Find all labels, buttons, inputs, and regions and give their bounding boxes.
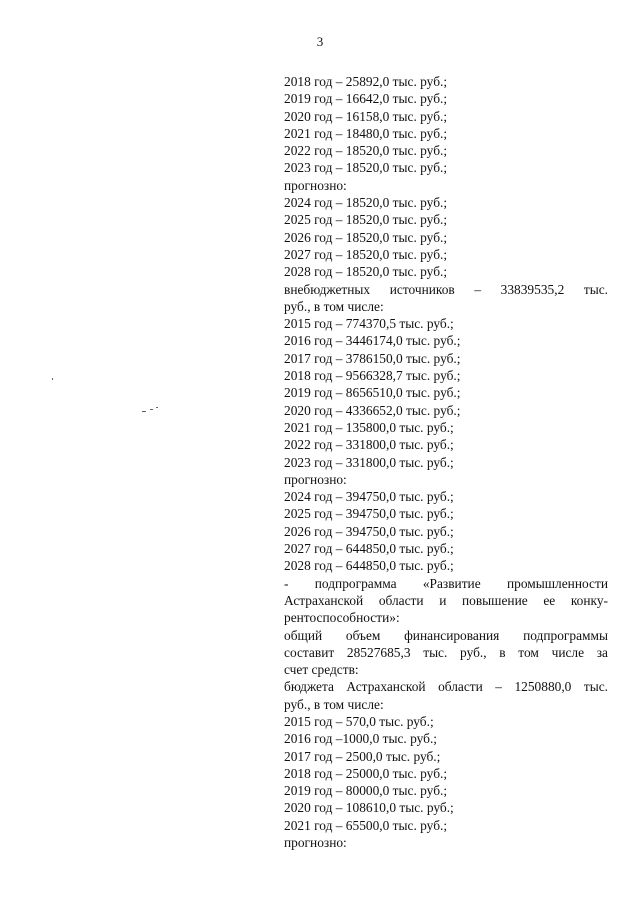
text-line: прогнозно: xyxy=(284,835,347,851)
text-line: 2019 год – 80000,0 тыс. руб.; xyxy=(284,783,448,799)
text-line: прогнозно: xyxy=(284,471,347,487)
text-line: 2026 год – 394750,0 тыс. руб.; xyxy=(284,523,454,539)
text-line: 2017 год – 3786150,0 тыс. руб.; xyxy=(284,350,461,366)
text-line: 2025 год – 394750,0 тыс. руб.; xyxy=(284,506,454,522)
text-line: 2019 год – 8656510,0 тыс. руб.; xyxy=(284,385,461,401)
text-line: счет средств: xyxy=(284,662,359,678)
text-line: 2020 год – 4336652,0 тыс. руб.; xyxy=(284,402,461,418)
text-line: 2024 год – 18520,0 тыс. руб.; xyxy=(284,195,448,211)
text-line: руб., в том числе: xyxy=(284,696,384,712)
text-line: 2015 год – 570,0 тыс. руб.; xyxy=(284,713,434,729)
text-line: 2018 год – 25000,0 тыс. руб.; xyxy=(284,765,448,781)
scan-speck xyxy=(156,407,158,408)
scan-speck xyxy=(150,409,153,410)
text-line: прогнозно: xyxy=(284,177,347,193)
scan-speck xyxy=(142,411,146,412)
text-line: 2027 год – 644850,0 тыс. руб.; xyxy=(284,541,454,557)
text-line: руб., в том числе: xyxy=(284,298,384,314)
text-line: 2021 год – 135800,0 тыс. руб.; xyxy=(284,419,454,435)
text-line: 2022 год – 331800,0 тыс. руб.; xyxy=(284,437,454,453)
text-line: составит 28527685,3 тыс. руб., в том числе за xyxy=(284,644,608,660)
text-line: 2020 год – 16158,0 тыс. руб.; xyxy=(284,108,448,124)
text-line: 2026 год – 18520,0 тыс. руб.; xyxy=(284,229,448,245)
text-line: 2023 год – 331800,0 тыс. руб.; xyxy=(284,454,454,470)
text-line: внебюджетных источников – 33839535,2 тыс. xyxy=(284,281,608,297)
text-line: 2024 год – 394750,0 тыс. руб.; xyxy=(284,489,454,505)
text-line: 2028 год – 18520,0 тыс. руб.; xyxy=(284,264,448,280)
text-line: 2027 год – 18520,0 тыс. руб.; xyxy=(284,246,448,262)
text-line: 2018 год – 25892,0 тыс. руб.; xyxy=(284,74,448,89)
text-line: общий объем финансирования подпрограммы xyxy=(284,627,608,643)
text-line: 2023 год – 18520,0 тыс. руб.; xyxy=(284,160,448,176)
text-line: 2017 год – 2500,0 тыс. руб.; xyxy=(284,748,441,764)
text-line: 2020 год – 108610,0 тыс. руб.; xyxy=(284,800,454,816)
text-line: 2021 год – 65500,0 тыс. руб.; xyxy=(284,817,448,833)
text-line: бюджета Астраханской области – 1250880,0 тыс. xyxy=(284,679,608,695)
text-line: - подпрограмма «Развитие промышленности xyxy=(284,575,608,591)
text-line: 2021 год – 18480,0 тыс. руб.; xyxy=(284,125,448,141)
text-line: 2016 год –1000,0 тыс. руб.; xyxy=(284,731,438,747)
text-line: рентоспособности»: xyxy=(284,610,400,626)
page-number: 3 xyxy=(316,34,324,49)
text-line: 2022 год – 18520,0 тыс. руб.; xyxy=(284,143,448,159)
text-line: 2025 год – 18520,0 тыс. руб.; xyxy=(284,212,448,228)
text-line: Астраханской области и повышение ее конку- xyxy=(284,592,608,608)
text-line: 2015 год – 774370,5 тыс. руб.; xyxy=(284,316,454,332)
text-line: 2028 год – 644850,0 тыс. руб.; xyxy=(284,558,454,574)
funding-text-column xyxy=(284,73,608,851)
text-line: 2018 год – 9566328,7 тыс. руб.; xyxy=(284,368,461,384)
text-line: 2019 год – 16642,0 тыс. руб.; xyxy=(284,91,448,107)
scan-speck xyxy=(52,378,53,380)
text-line: 2016 год – 3446174,0 тыс. руб.; xyxy=(284,333,461,349)
